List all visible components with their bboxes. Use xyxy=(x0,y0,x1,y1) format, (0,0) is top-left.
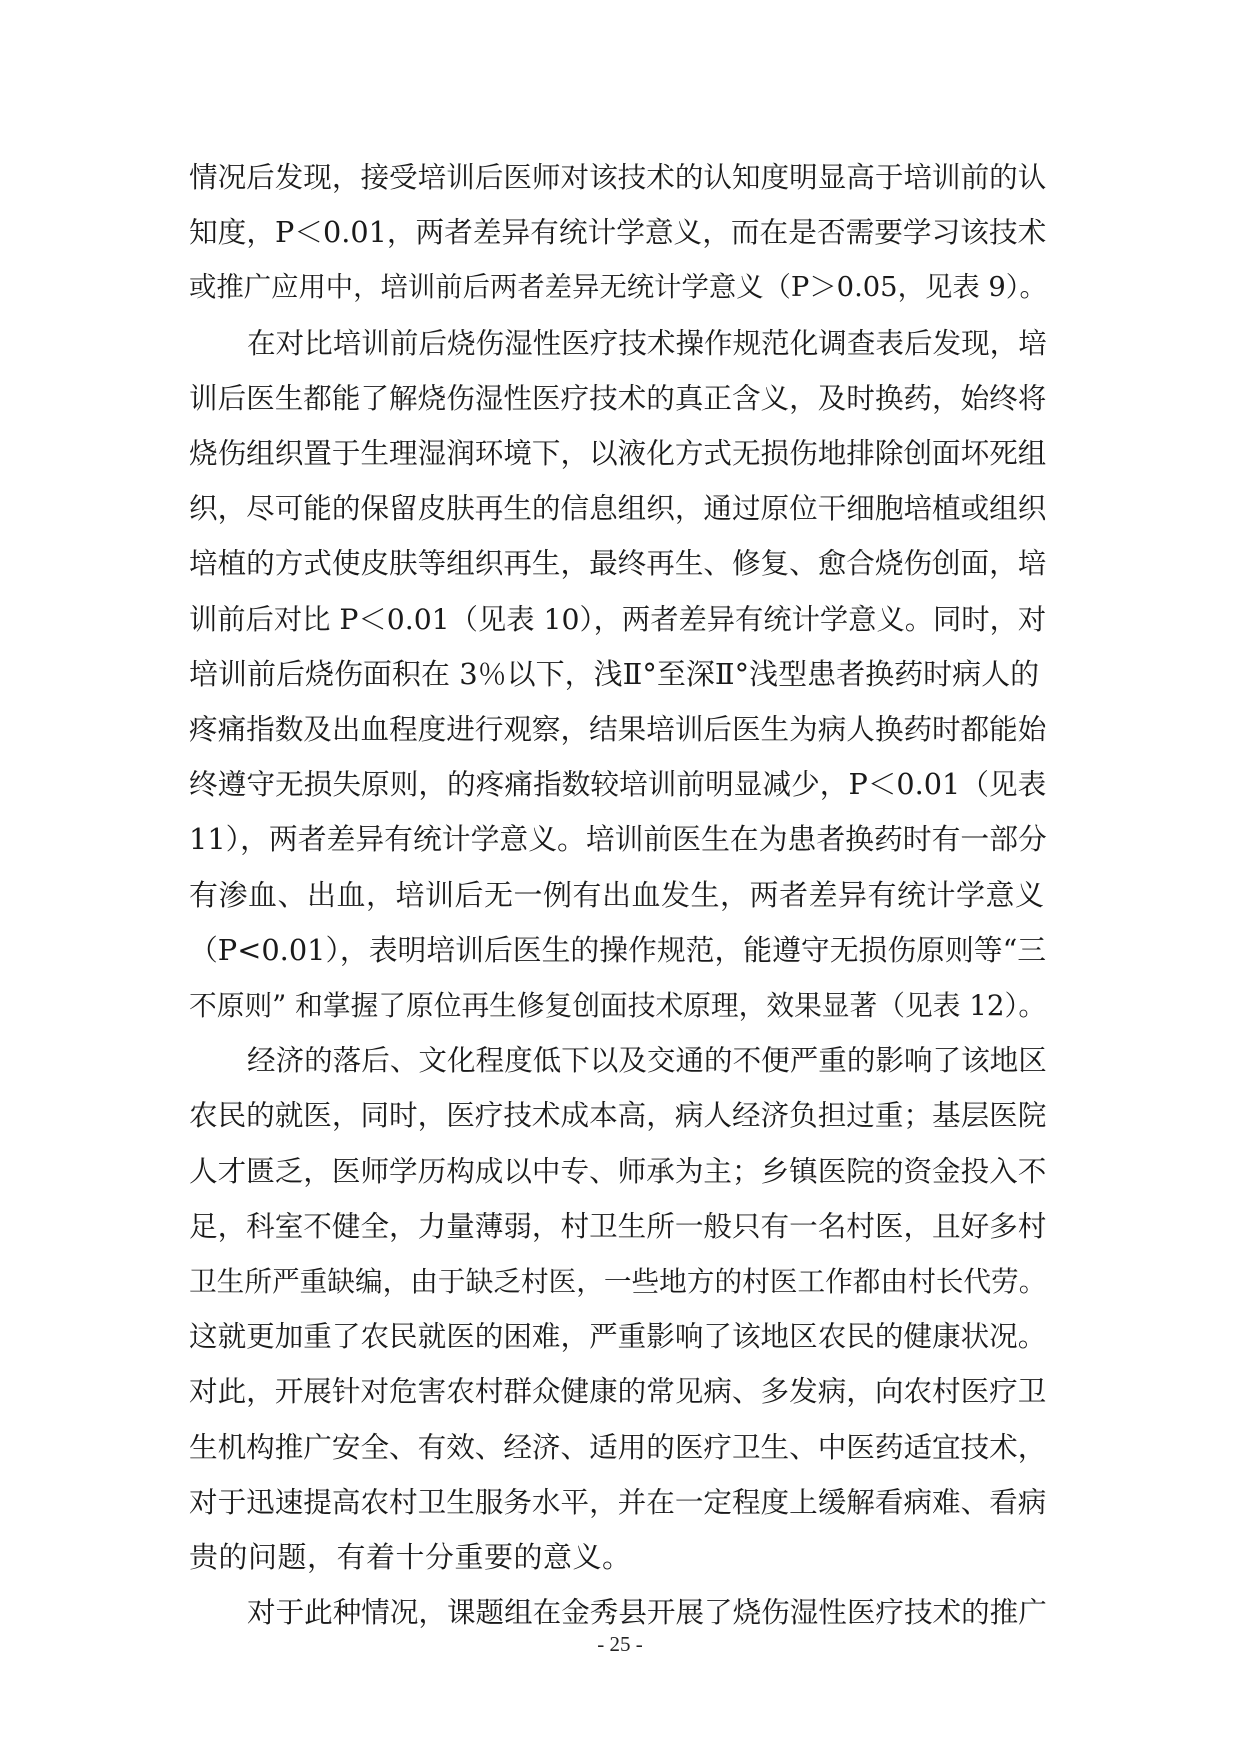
text-line: 或推广应用中，培训前后两者差异无统计学意义（P＞0.05，见表 9）。 xyxy=(189,272,1047,304)
text-line: 烧伤组织置于生理湿润环境下，以液化方式无损伤地排除创面坏死组 xyxy=(189,436,1047,471)
page-number: - 25 - xyxy=(597,1632,643,1656)
text-line: 对于此种情况，课题组在金秀县开展了烧伤湿性医疗技术的推广 xyxy=(247,1595,1047,1630)
text-line: 对此，开展针对危害农村群众健康的常见病、多发病，向农村医疗卫 xyxy=(189,1374,1047,1409)
text-line: 培训前后烧伤面积在 3％以下，浅Ⅱ°至深Ⅱ°浅型患者换药时病人的 xyxy=(189,656,1040,691)
text-line: 对于迅速提高农村卫生服务水平，并在一定程度上缓解看病难、看病 xyxy=(189,1484,1047,1519)
text-line: 卫生所严重缺编，由于缺乏村医，一些地方的村医工作都由村长代劳。 xyxy=(189,1265,1047,1299)
text-line: 培植的方式使皮肤等组织再生，最终再生、修复、愈合烧伤创面，培 xyxy=(189,546,1047,581)
text-line: 终遵守无损失原则，的疼痛指数较培训前明显减少，P＜0.01（见表 xyxy=(189,767,1047,802)
text-line: 贵的问题，有着十分重要的意义。 xyxy=(189,1540,632,1575)
text-line: 训前后对比 P＜0.01（见表 10），两者差异有统计学意义。同时，对 xyxy=(189,602,1047,636)
paragraph-2 xyxy=(189,316,1051,1034)
paragraph-3 xyxy=(189,1033,1051,1585)
text-line: 经济的落后、文化程度低下以及交通的不便严重的影响了该地区 xyxy=(247,1043,1047,1078)
text-line: 在对比培训前后烧伤湿性医疗技术操作规范化调查表后发现，培 xyxy=(247,325,1047,360)
text-line: 不原则” 和掌握了原位再生修复创面技术原理，效果显著（见表 12）。 xyxy=(189,989,1047,1023)
text-line: 训后医生都能了解烧伤湿性医疗技术的真正含义，及时换药，始终将 xyxy=(189,380,1047,415)
text-line: 农民的就医，同时，医疗技术成本高，病人经济负担过重；基层医院 xyxy=(189,1098,1047,1133)
text-line: 人才匮乏，医师学历构成以中专、师承为主；乡镇医院的资金投入不 xyxy=(189,1153,1047,1188)
text-line: 情况后发现，接受培训后医师对该技术的认知度明显高于培训前的认 xyxy=(189,160,1047,194)
text-line: 11），两者差异有统计学意义。培训前医生在为患者换药时有一部分 xyxy=(189,822,1047,857)
text-line: 足，科室不健全，力量薄弱，村卫生所一般只有一名村医，且好多村 xyxy=(189,1208,1047,1243)
text-line: （P<0.01），表明培训后医生的操作规范，能遵守无损伤原则等“三 xyxy=(189,932,1047,967)
text-line: 织，尽可能的保留皮肤再生的信息组织，通过原位干细胞培植或组织 xyxy=(189,491,1047,526)
text-line: 有渗血、出血，培训后无一例有出血发生，两者差异有统计学意义 xyxy=(189,877,1045,912)
text-line: 这就更加重了农民就医的困难，严重影响了该地区农民的健康状况。 xyxy=(189,1319,1047,1354)
text-line: 知度，P＜0.01，两者差异有统计学意义，而在是否需要学习该技术 xyxy=(189,215,1047,250)
paragraph-1 xyxy=(189,150,1051,316)
text-line: 疼痛指数及出血程度进行观察，结果培训后医生为病人换药时都能始 xyxy=(189,712,1047,747)
body-text xyxy=(189,150,1051,1640)
text-line: 生机构推广安全、有效、经济、适用的医疗卫生、中医药适宜技术， xyxy=(189,1429,1047,1464)
